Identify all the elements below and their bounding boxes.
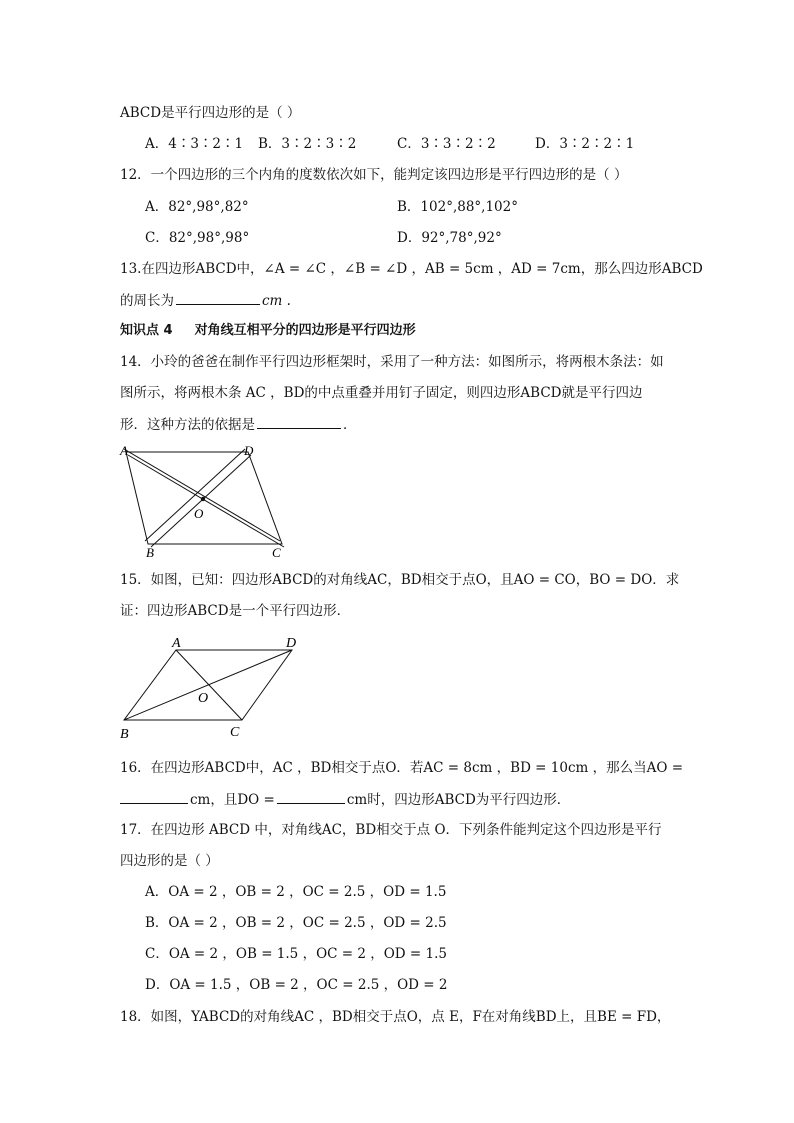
q15-label-c: C [230, 725, 240, 740]
q14-line1: 14．小玲的爸爸在制作平行四边形框架时，采用了一种方法：如图所示，将两根木条法：如 [120, 354, 664, 370]
q15-line1: 15．如图，已知：四边形ABCD的对角线AC，BD相交于点O，且AO = CO，BO = DO．求 [120, 572, 680, 588]
q15-label-o: O [198, 691, 209, 706]
q16-line2-end: cm时，四边形ABCD为平行四边形． [346, 792, 571, 808]
q14-label-a: A [120, 443, 128, 458]
q17-line2: 四边形的是（ ） [120, 853, 219, 869]
q14-label-c: C [272, 545, 281, 560]
q16-line2-mid: cm，且DO = [190, 792, 275, 808]
q14-line3-pre: 形．这种方法的依据是 [120, 417, 255, 433]
q11-option-c[interactable]: C．3∶3∶2∶2 [397, 136, 496, 152]
q16-line1: 16．在四边形ABCD中，AC ，BD相交于点O．若AC = 8cm ，BD = 10cm ，那么当AO = [120, 760, 684, 776]
q12-stem: 12．一个四边形的三个内角的度数依次如下，能判定该四边形是平行四边形的是（ ） [120, 167, 628, 183]
q14-line2: 图所示，将两根木条 AC ，BD的中点重叠并用钉子固定，则四边形ABCD就是平行四边 [120, 385, 643, 401]
q11-option-b[interactable]: B．3∶2∶3∶2 [258, 136, 357, 152]
q11-option-a[interactable]: A．4∶3∶2∶1 [145, 136, 244, 152]
q12-option-d[interactable]: D．92°,78°,92° [397, 230, 502, 246]
q12-option-c[interactable]: C．82°,98°,98° [145, 230, 250, 246]
q17-option-d[interactable]: D．OA = 1.5 ，OB = 2 ，OC = 2.5 ，OD = 2 [145, 977, 448, 993]
q15-label-d: D [286, 636, 297, 651]
q17-option-c[interactable]: C．OA = 2 ，OB = 1.5 ，OC = 2 ，OD = 1.5 [145, 946, 447, 962]
q13-line2-post: cm . [262, 293, 291, 309]
q13-line1: 13.在四边形ABCD中，∠A = ∠C ，∠B = ∠D ，AB = 5cm ，AD = 7cm，那么四边形ABCD [120, 261, 703, 277]
q16-do-blank[interactable] [277, 790, 345, 804]
q13-answer-blank[interactable] [176, 291, 260, 305]
section-title: 对角线互相平分的四边形是平行四边形 [194, 323, 416, 338]
q12-option-b[interactable]: B．102°,88°,102° [397, 199, 518, 215]
q14-figure [110, 440, 300, 562]
q17-option-b[interactable]: B．OA = 2 ，OB = 2 ，OC = 2.5 ，OD = 2.5 [145, 915, 447, 931]
q11-stem-tail: ABCD是平行四边形的是（ ） [120, 105, 301, 121]
q14-label-b: B [146, 545, 154, 560]
q11-option-d[interactable]: D．3∶2∶2∶1 [535, 136, 635, 152]
q15-label-a: A [172, 636, 181, 651]
q14-nail-point [201, 497, 205, 501]
q13-line2 [120, 291, 291, 310]
q13-line2-pre: 的周长为 [120, 293, 174, 309]
q17-option-a[interactable]: A．OA = 2 ，OB = 2 ，OC = 2.5 ，OD = 1.5 [145, 884, 447, 900]
q18-line1: 18．如图，YABCD的对角线AC ，BD相交于点O，点 E，F在对角线BD上，且BE = FD， [120, 1009, 671, 1025]
q15-figure [112, 632, 304, 744]
section-label: 知识点 4 [120, 323, 173, 338]
q14-answer-blank[interactable] [257, 415, 341, 429]
q17-line1: 17．在四边形 ABCD 中，对角线AC，BD相交于点 O．下列条件能判定这个四边形是平行 [120, 822, 662, 838]
q16-line2 [120, 790, 570, 809]
q14-line3-post: ． [343, 417, 357, 433]
q15-label-b: B [120, 727, 129, 742]
q15-line2: 证：四边形ABCD是一个平行四边形． [120, 603, 351, 619]
q14-strip-bd [145, 449, 251, 547]
q16-ao-blank[interactable] [120, 790, 188, 804]
q14-label-o: O [194, 506, 204, 521]
q14-line3 [120, 415, 357, 434]
section-header [120, 322, 416, 340]
q12-option-a[interactable]: A．82°,98°,82° [145, 199, 249, 215]
q14-label-d: D [244, 443, 254, 458]
